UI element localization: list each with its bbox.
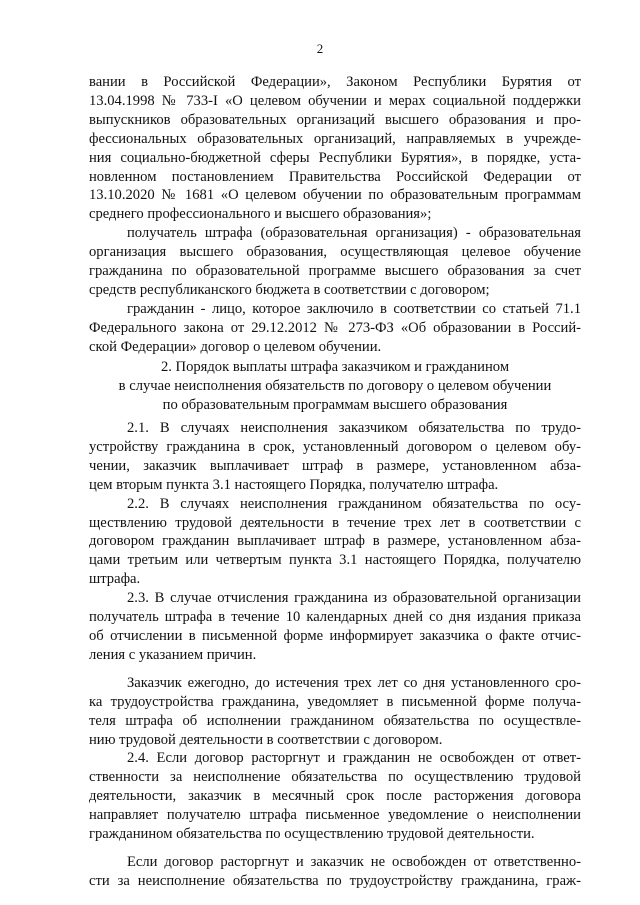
text-line: гражданином обязательства по осуществлению трудовой деятельности. xyxy=(89,826,535,843)
text-line: гражданина по образовательной программе высшего образования за счет xyxy=(89,263,581,280)
text-line: ственности за неисполнение обязательства по осуществлению трудовой xyxy=(89,769,581,786)
text-line: деятельности, заказчик в месячный срок после расторжения договора xyxy=(89,788,581,805)
paragraph-customer-notice xyxy=(89,674,581,750)
definition-citizen-paragraph xyxy=(89,300,581,357)
paragraph-2-1 xyxy=(89,419,581,495)
text-line: новленном постановлением Правительства Российской Федерации от xyxy=(89,168,581,185)
text-line: Заказчик ежегодно, до истечения трех лет со дня установленного сро- xyxy=(127,674,581,691)
text-line: 2.4. Если договор расторгнут и гражданин не освобожден от ответ- xyxy=(127,750,581,767)
text-line: нию трудовой деятельности в соответствии с договором. xyxy=(89,731,443,748)
intro-paragraph xyxy=(89,73,581,224)
text-line: 13.10.2020 № 1681 «О целевом обучении по образовательным программам xyxy=(89,187,581,204)
text-line: ской Федерации» договор о целевом обучении. xyxy=(89,338,382,355)
text-line: 2.2. В случаях неисполнения гражданином обязательства по осу- xyxy=(127,495,581,512)
text-line: гражданин - лицо, которое заключило в соответствии со статьей 71.1 xyxy=(127,300,581,317)
text-line: теля штрафа об исполнении гражданином обязательства по осуществле- xyxy=(89,712,581,729)
paragraph-gap xyxy=(89,665,581,674)
page-number: 2 xyxy=(316,41,324,56)
heading-line: в случае неисполнения обязательств по договору о целевом обучении xyxy=(118,377,552,394)
definition-recipient-paragraph xyxy=(89,224,581,300)
text-line: ществлению трудовой деятельности в течение трех лет в соответствии с xyxy=(89,514,581,531)
paragraph-2-4 xyxy=(89,749,581,844)
section-body xyxy=(89,419,581,891)
text-line: цами третьим или четвертым пункта 3.1 настоящего Порядка, получателю xyxy=(89,552,581,569)
text-line: направляет получателю штрафа письменное уведомление о неисполнении xyxy=(89,807,581,824)
paragraph-2-3 xyxy=(89,589,581,665)
paragraph-2-2 xyxy=(89,495,581,590)
text-line: средств республиканского бюджета в соответствии с договором; xyxy=(89,281,490,298)
heading-line: по образовательным программам высшего образования xyxy=(162,396,508,413)
text-line: Если договор расторгнут и заказчик не освобожден от ответственно- xyxy=(127,853,581,870)
text-line: штрафа. xyxy=(89,571,141,588)
text-line: выпускников образовательных организаций высшего образования и про- xyxy=(89,111,581,128)
text-line: ка трудоустройства гражданина, уведомляет в письменной форме получа- xyxy=(89,693,581,710)
text-line: фессиональных образовательных организаций, направляемых в учрежде- xyxy=(89,130,581,147)
text-line: вании в Российской Федерации», Законом Республики Бурятия от xyxy=(89,74,581,90)
text-line: ния социально-бюджетной сферы Республики Бурятия», в порядке, уста- xyxy=(89,149,581,166)
text-line: Федерального закона от 29.12.2012 № 273-ФЗ «Об образовании в Россий- xyxy=(89,319,581,336)
intro-block xyxy=(89,73,581,357)
heading-line: 2. Порядок выплаты штрафа заказчиком и гражданином xyxy=(160,359,510,375)
text-line: цем вторым пункта 3.1 настоящего Порядка, получателю штрафа. xyxy=(89,476,499,493)
text-line: ления с указанием причин. xyxy=(89,646,257,663)
paragraph-gap xyxy=(89,844,581,853)
text-line: среднего профессионального и высшего образования»; xyxy=(89,206,432,223)
text-line: 13.04.1998 № 733-I «О целевом обучении и мерах социальной поддержки xyxy=(89,92,581,109)
text-line: устройству гражданина в срок, установленный договором о целевом обу- xyxy=(89,438,581,455)
text-line: чении, заказчик выплачивает штраф в размере, установленном абза- xyxy=(89,457,581,474)
text-line: сти за неисполнение обязательства по трудоустройству гражданина, граж- xyxy=(89,872,581,889)
text-line: 2.3. В случае отчисления гражданина из образовательной организации xyxy=(127,590,581,607)
text-line: договором гражданин выплачивает штраф в размере, установленном абза- xyxy=(89,533,581,550)
text-line: организация высшего образования, осуществляющая целевое обучение xyxy=(89,244,581,261)
text-line: получатель штрафа в течение 10 календарных дней со дня издания приказа xyxy=(89,609,581,626)
text-line: 2.1. В случаях неисполнения заказчиком обязательства по трудо- xyxy=(127,420,581,436)
paragraph-contract-terminated xyxy=(89,853,581,891)
section-heading xyxy=(89,358,581,415)
text-line: об отчислении в письменной форме информирует заказчика о факте отчис- xyxy=(89,627,581,644)
text-line: получатель штрафа (образовательная организация) - образовательная xyxy=(127,225,581,242)
